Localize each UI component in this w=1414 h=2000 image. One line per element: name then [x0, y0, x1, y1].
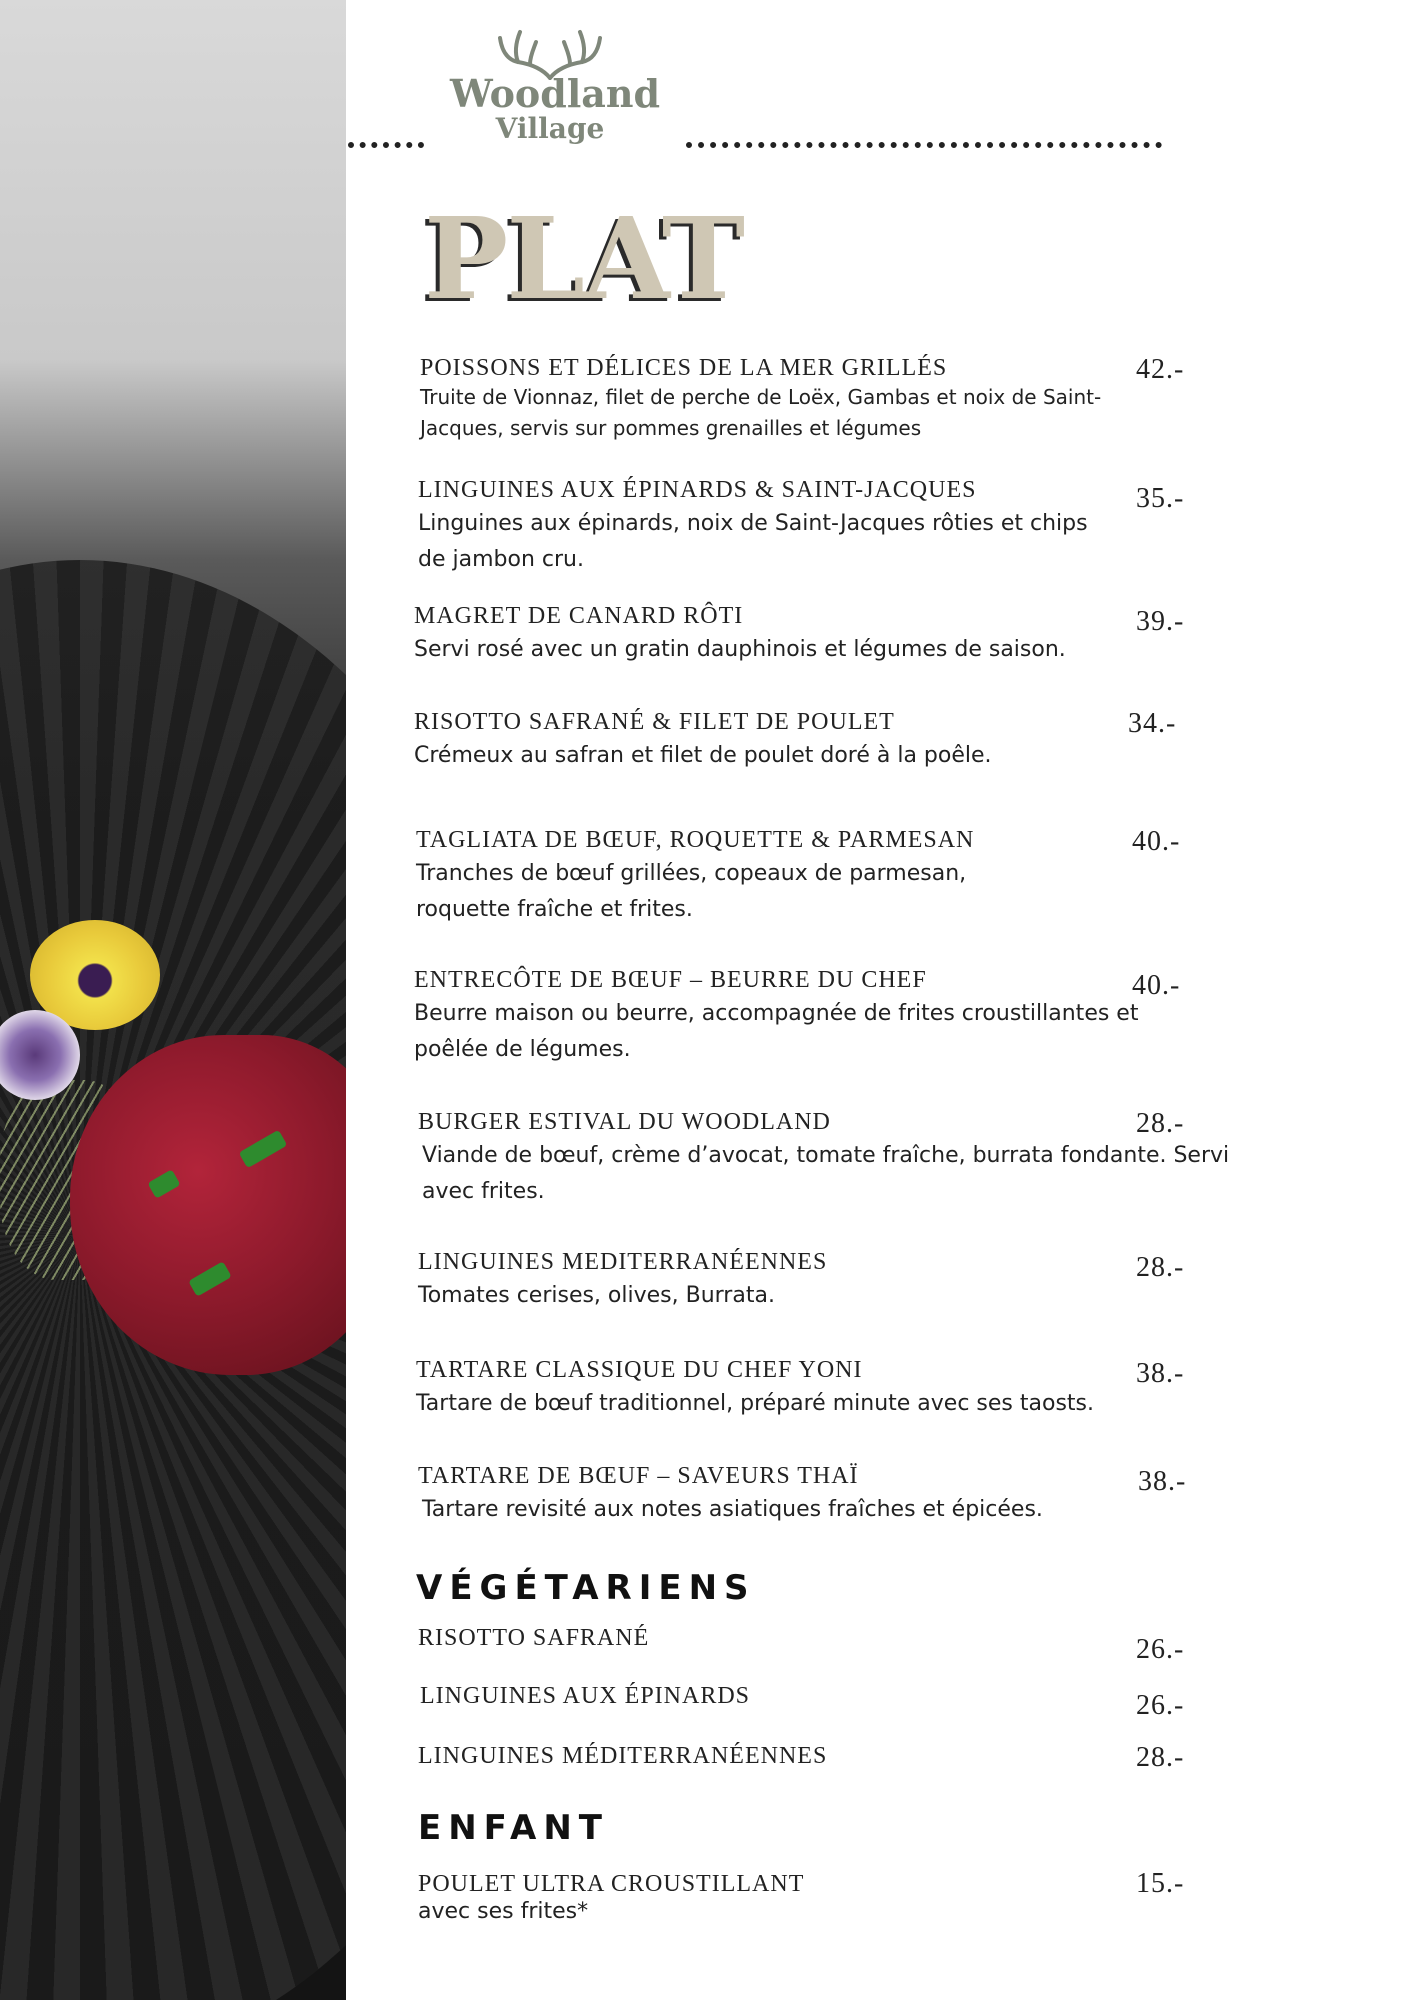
dish-name: MAGRET DE CANARD RÔTI [414, 603, 744, 629]
dish-price: 40.- [1132, 826, 1181, 857]
dish-description: Viande de bœuf, crème d’avocat, tomate fraîche, burrata fondante. Servi avec frites. [422, 1143, 1230, 1204]
dish-description: avec ses frites* [418, 1899, 589, 1924]
dish-name: ENTRECÔTE DE BŒUF – BEURRE DU CHEF [414, 967, 927, 993]
dish-name: RISOTTO SAFRANÉ & FILET DE POULET [414, 709, 895, 735]
menu-item [418, 1248, 1118, 1314]
food-photo [0, 0, 346, 2000]
dish-price: 15.- [1136, 1868, 1185, 1899]
dish-name: TARTARE CLASSIQUE DU CHEF YONI [416, 1357, 863, 1383]
menu-item [416, 1356, 1196, 1422]
dish-price: 38.- [1138, 1466, 1187, 1497]
dish-price: 28.- [1136, 1252, 1185, 1283]
dish-description: Tomates cerises, olives, Burrata. [418, 1283, 775, 1308]
dish-price: 28.- [1136, 1742, 1185, 1773]
brand-logo [450, 28, 661, 158]
dish-price: 40.- [1132, 970, 1181, 1001]
dish-description: Crémeux au safran et filet de poulet doré à la poêle. [414, 743, 992, 768]
dish-price: 26.- [1136, 1690, 1185, 1721]
dish-price: 34.- [1128, 708, 1177, 739]
menu-item [418, 1108, 1238, 1210]
menu-item [416, 826, 1056, 928]
section-title-vegetarian: VÉGÉTARIENS [416, 1568, 756, 1608]
dish-name: LINGUINES MÉDITERRANÉENNES [418, 1743, 828, 1769]
brand-name-line1: Woodland [450, 71, 661, 116]
dish-price: 35.- [1136, 483, 1185, 514]
menu-item [420, 1682, 750, 1710]
menu-item [418, 1742, 827, 1770]
dish-description: Truite de Vionnaz, filet de perche de Loëx, Gambas et noix de Saint-Jacques, servis sur pommes grenailles et légumes [420, 385, 1102, 440]
dish-price: 28.- [1136, 1108, 1185, 1139]
dish-name: POULET ULTRA CROUSTILLANT [418, 1871, 805, 1897]
dish-name: BURGER ESTIVAL DU WOODLAND [418, 1109, 831, 1135]
dish-price: 42.- [1136, 354, 1185, 385]
dish-name: POISSONS ET DÉLICES DE LA MER GRILLÉS [420, 355, 948, 381]
dish-name: LINGUINES AUX ÉPINARDS [420, 1683, 751, 1709]
dish-description: Tartare de bœuf traditionnel, préparé minute avec ses taosts. [416, 1391, 1094, 1416]
dotted-divider [348, 142, 424, 148]
dish-name: LINGUINES MEDITERRANÉENNES [418, 1249, 828, 1275]
menu-item [418, 1462, 1178, 1528]
menu-item [420, 354, 1120, 444]
menu-item [414, 602, 1134, 668]
dish-price: 39.- [1136, 606, 1185, 637]
dish-description: Servi rosé avec un gratin dauphinois et légumes de saison. [414, 637, 1066, 662]
dish-description: Beurre maison ou beurre, accompagnée de frites croustillantes et poêlée de légumes. [414, 1001, 1139, 1062]
page-title: PLAT [424, 194, 744, 325]
dish-name: RISOTTO SAFRANÉ [418, 1625, 650, 1651]
dish-description: Tartare revisité aux notes asiatiques fraîches et épicées. [422, 1497, 1043, 1522]
menu-item [418, 1624, 649, 1652]
dish-price: 38.- [1136, 1358, 1185, 1389]
dish-name: LINGUINES AUX ÉPINARDS & SAINT-JACQUES [418, 477, 977, 503]
dish-name: TARTARE DE BŒUF – SAVEURS THAÏ [418, 1463, 859, 1489]
dish-price: 26.- [1136, 1634, 1185, 1665]
dish-description: Linguines aux épinards, noix de Saint-Jacques rôties et chips de jambon cru. [418, 511, 1088, 572]
dotted-divider [686, 142, 1162, 148]
brand-name-line2: Village [495, 112, 605, 145]
section-title-kids: ENFANT [418, 1808, 609, 1848]
dish-description: Tranches de bœuf grillées, copeaux de parmesan, roquette fraîche et frites. [416, 861, 967, 922]
menu-item [414, 966, 1214, 1068]
dish-name: TAGLIATA DE BŒUF, ROQUETTE & PARMESAN [416, 827, 975, 853]
menu-item [418, 1870, 804, 1926]
menu-item [414, 708, 1134, 774]
menu-item [418, 476, 1108, 578]
